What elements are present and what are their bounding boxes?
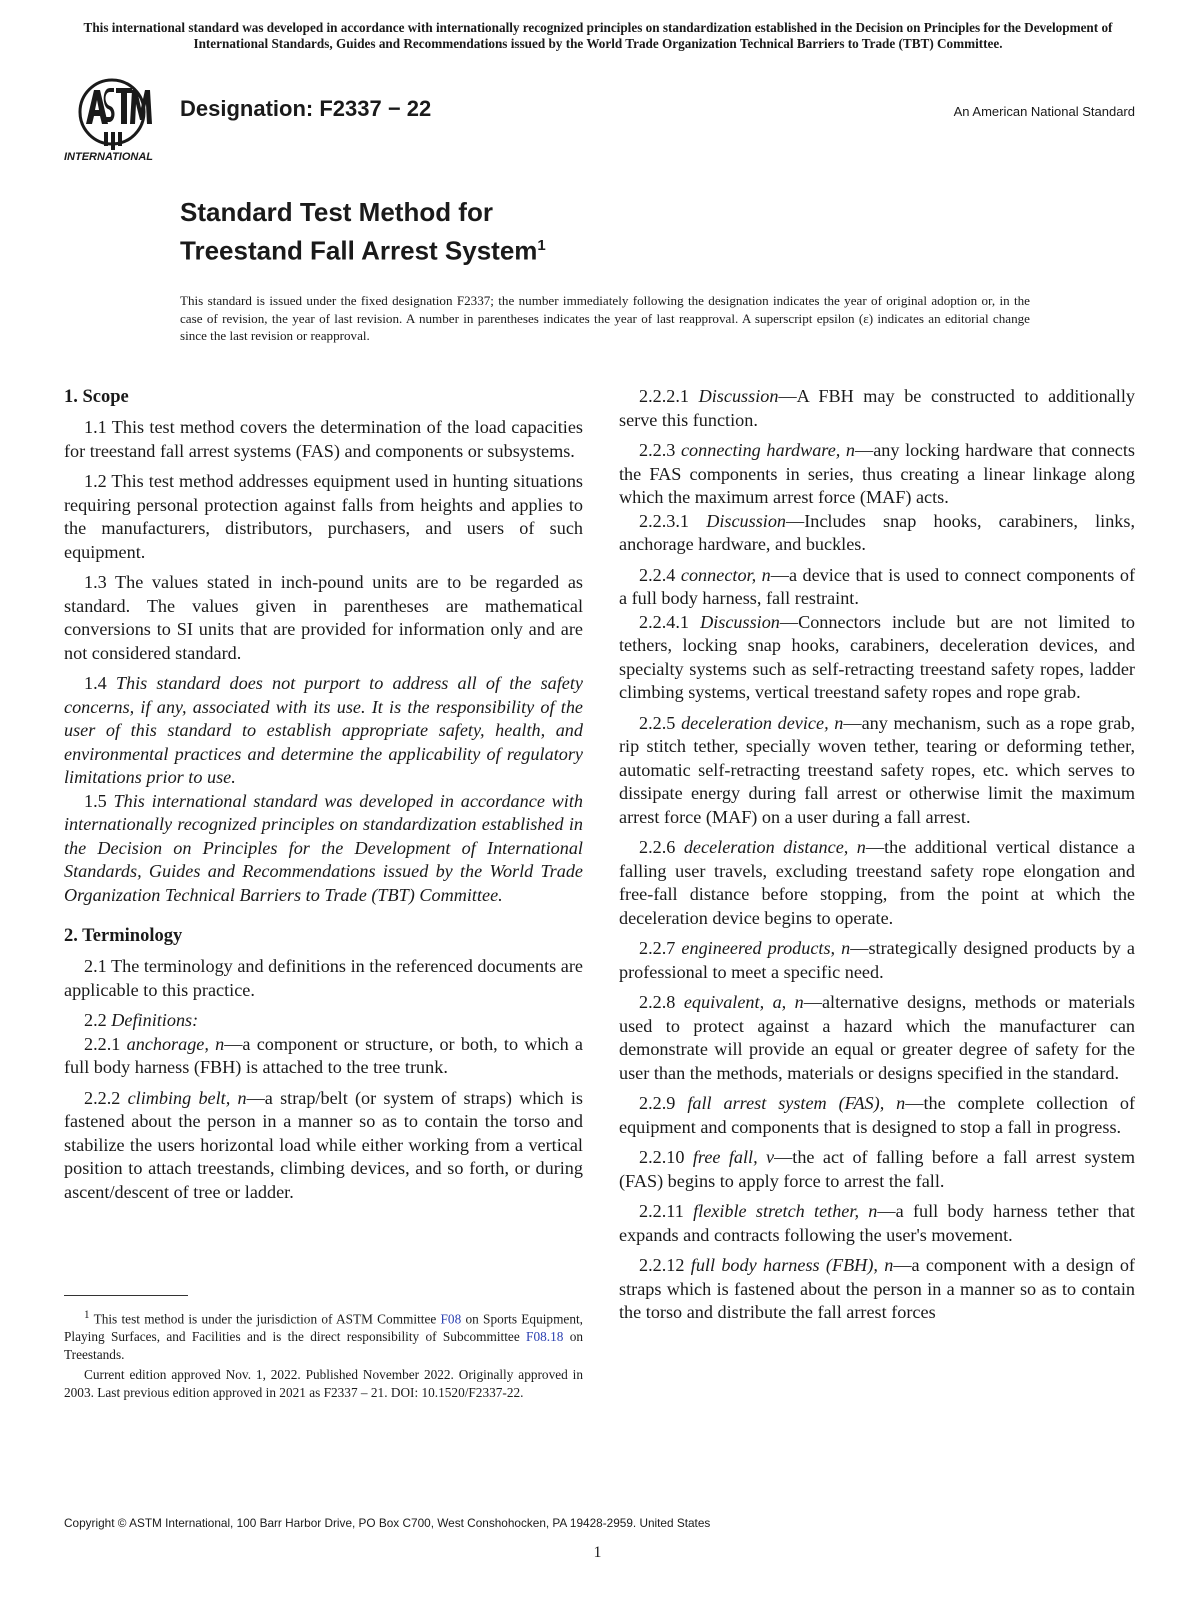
paragraph-2-2-3-1: 2.2.3.1 Discussion—Includes snap hooks, carabiners, links, anchorage hardware, and buckles. xyxy=(619,510,1136,554)
paragraph-1-1: 1.1 This test method covers the determination of the load capacities for treestand fall arrest systems (FAS) and components or subsystems. xyxy=(64,417,583,461)
astm-logo xyxy=(64,72,168,164)
section-heading-scope: 1. Scope xyxy=(64,387,129,407)
astm-logo-mark xyxy=(64,72,168,164)
issued-note: This standard is issued under the fixed designation F2337; the number immediately following the designation indicates the year of original adoption or, in the case of revision, the year of last revision. A number in parentheses indicates the year of last reapproval. A superscript epsilon (ε) indicates an editorial change since the last revision or reapproval. xyxy=(180,293,1030,343)
page-number: 1 xyxy=(593,1544,602,1561)
paragraph-1-5: 1.5 This international standard was developed in accordance with internationally recognized principles on standardization established in the Decision on Principles for the Development of International Standards, Guides and Recommendations issued by the World Trade Organization Technical Barriers to Trade (TBT) Committee. xyxy=(64,790,584,905)
paragraph-2-2-8: 2.2.8 equivalent, a, n—alternative designs, methods or materials used to protect against a hazard which the manufacturer can demonstrate will provide an equal or greater degree of safety for the user than the methods, materials or designs specified in the standard. xyxy=(619,992,1136,1083)
footnotes xyxy=(64,1307,583,1403)
paragraph-2-1: 2.1 The terminology and definitions in the referenced documents are applicable to this practice. xyxy=(64,956,583,1000)
footnote-1: $^1$ This test method is under the jurisdiction of ASTM Committee F08 on Sports Equipment, Playing Surfaces, and Facilities and is the direct responsibility of Subcommittee F08.18 on Treestands. xyxy=(64,1309,583,1363)
paragraph-2-2-11: 2.2.11 flexible stretch tether, n—a full body harness tether that expands and contracts following the user's movement. xyxy=(619,1201,1135,1245)
paragraph-2-2-5: 2.2.5 deceleration device, n—any mechanism, such as a rope grab, rip stitch tether, specially woven tether, tearing or deforming tether, automatic self-retracting treestand safety ropes, etc. which serves to dissipate energy during fall arrest or otherwise limit the maximum arrest force (MAF) on a user during a fall arrest. xyxy=(619,712,1135,827)
paragraph-2-2-7: 2.2.7 engineered products, n—strategically designed products by a professional to meet a specific need. xyxy=(619,938,1136,982)
american-national-standard-label: An American National Standard xyxy=(953,104,1135,119)
paragraph-2-2-1: 2.2.1 anchorage, n—a component or structure, or both, to which a full body harness (FBH) is attached to the tree trunk. xyxy=(64,1033,583,1077)
copyright-line: Copyright © ASTM International, 100 Barr Harbor Drive, PO Box C700, West Conshohocken, PA 19428-2959. United States xyxy=(64,1516,711,1530)
paragraph-1-4: 1.4 This standard does not purport to address all of the safety concerns, if any, associated with its use. It is the responsibility of the user of this standard to establish appropriate safety, health, and environmental practices and determine the applicability of regulatory limitations prior to use. xyxy=(64,673,583,787)
paragraph-2-2-9: 2.2.9 fall arrest system (FAS), n—the complete collection of equipment and components that is designed to stop a fall in progress. xyxy=(619,1093,1135,1137)
footnote-divider xyxy=(64,1295,188,1296)
paragraph-1-2: 1.2 This test method addresses equipment used in hunting situations requiring personal protection against falls from heights and applies to the manufacturers, distributors, purchasers, and users of such equipment. xyxy=(64,471,583,562)
paragraph-2-2-2-1: 2.2.2.1 Discussion—A FBH may be constructed to additionally serve this function. xyxy=(619,386,1135,430)
left-column xyxy=(64,385,583,1211)
paragraph-2-2-4-1: 2.2.4.1 Discussion—Connectors include but are not limited to tethers, locking snap hooks, carabiners, deceleration devices, and specialty systems such as self-retracting treestand safety ropes, ladder climbing systems, vertical treestand safety ropes and rope grab. xyxy=(619,611,1136,702)
paragraph-1-3: 1.3 The values stated in inch-pound units are to be regarded as standard. The values given in parentheses are mathematical conversions to SI units that are provided for information only and are not considered standard. xyxy=(64,572,583,663)
paragraph-2-2-4: 2.2.4 connector, n—a device that is used to connect components of a full body harness, fall restraint. xyxy=(619,564,1135,608)
top-notice: This international standard was developed in accordance with internationally recognized principles on standardization established in the Decision on Principles for the Development of International Standards, Guides and Recommendations issued by the World Trade Organization Technical Barriers to Trade (TBT) Committee. xyxy=(83,20,1113,51)
committee-link-f08[interactable]: F08 xyxy=(440,1311,462,1327)
section-heading-terminology: 2. Terminology xyxy=(64,926,183,946)
footnote-edition: Current edition approved Nov. 1, 2022. Published November 2022. Originally approved in 2003. Last previous edition approved in 2021 as F2337 – 21. DOI: 10.1520/F2337-22. xyxy=(64,1366,583,1400)
title-line-1: Standard Test Method for xyxy=(180,197,493,227)
paragraph-2-2-3: 2.2.3 connecting hardware, n—any locking hardware that connects the FAS components in series, thus creating a linear linkage along which the maximum arrest force (MAF) acts. xyxy=(619,440,1135,507)
paragraph-2-2: 2.2 Definitions: xyxy=(84,1010,199,1030)
paragraph-2-2-12: 2.2.12 full body harness (FBH), n—a component with a design of straps which is fastened about the person in a manner so as to contain the torso and distribute the fall arrest forces xyxy=(619,1255,1135,1322)
paragraph-2-2-10: 2.2.10 free fall, v—the act of falling before a fall arrest system (FAS) begins to apply force to arrest the fall. xyxy=(619,1147,1136,1191)
paragraph-2-2-2: 2.2.2 climbing belt, n—a strap/belt (or system of straps) which is fastened about the person in a manner so as to contain the torso and stabilize the users horizontal load while either working from a vertical position to attach treestands, climbing devices, and so forth, or during ascent/descent of tree or ladder. xyxy=(64,1087,583,1202)
subcommittee-link-f08-18[interactable]: F08.18 xyxy=(526,1329,564,1345)
title-footnote-mark: 1 xyxy=(537,237,546,254)
title-line-2: Treestand Fall Arrest System$^1$ xyxy=(180,235,546,266)
document-title xyxy=(180,196,546,268)
paragraph-2-2-6: 2.2.6 deceleration distance, n—the additional vertical distance a falling user travels, excluding treestand safety rope elongation and free-fall distance before stopping, from the point at which the deceleration device begins to operate. xyxy=(619,837,1136,928)
right-column xyxy=(619,385,1135,1325)
logo-text: INTERNATIONAL xyxy=(64,151,154,163)
designation: Designation: F2337 − 22 xyxy=(180,96,432,121)
